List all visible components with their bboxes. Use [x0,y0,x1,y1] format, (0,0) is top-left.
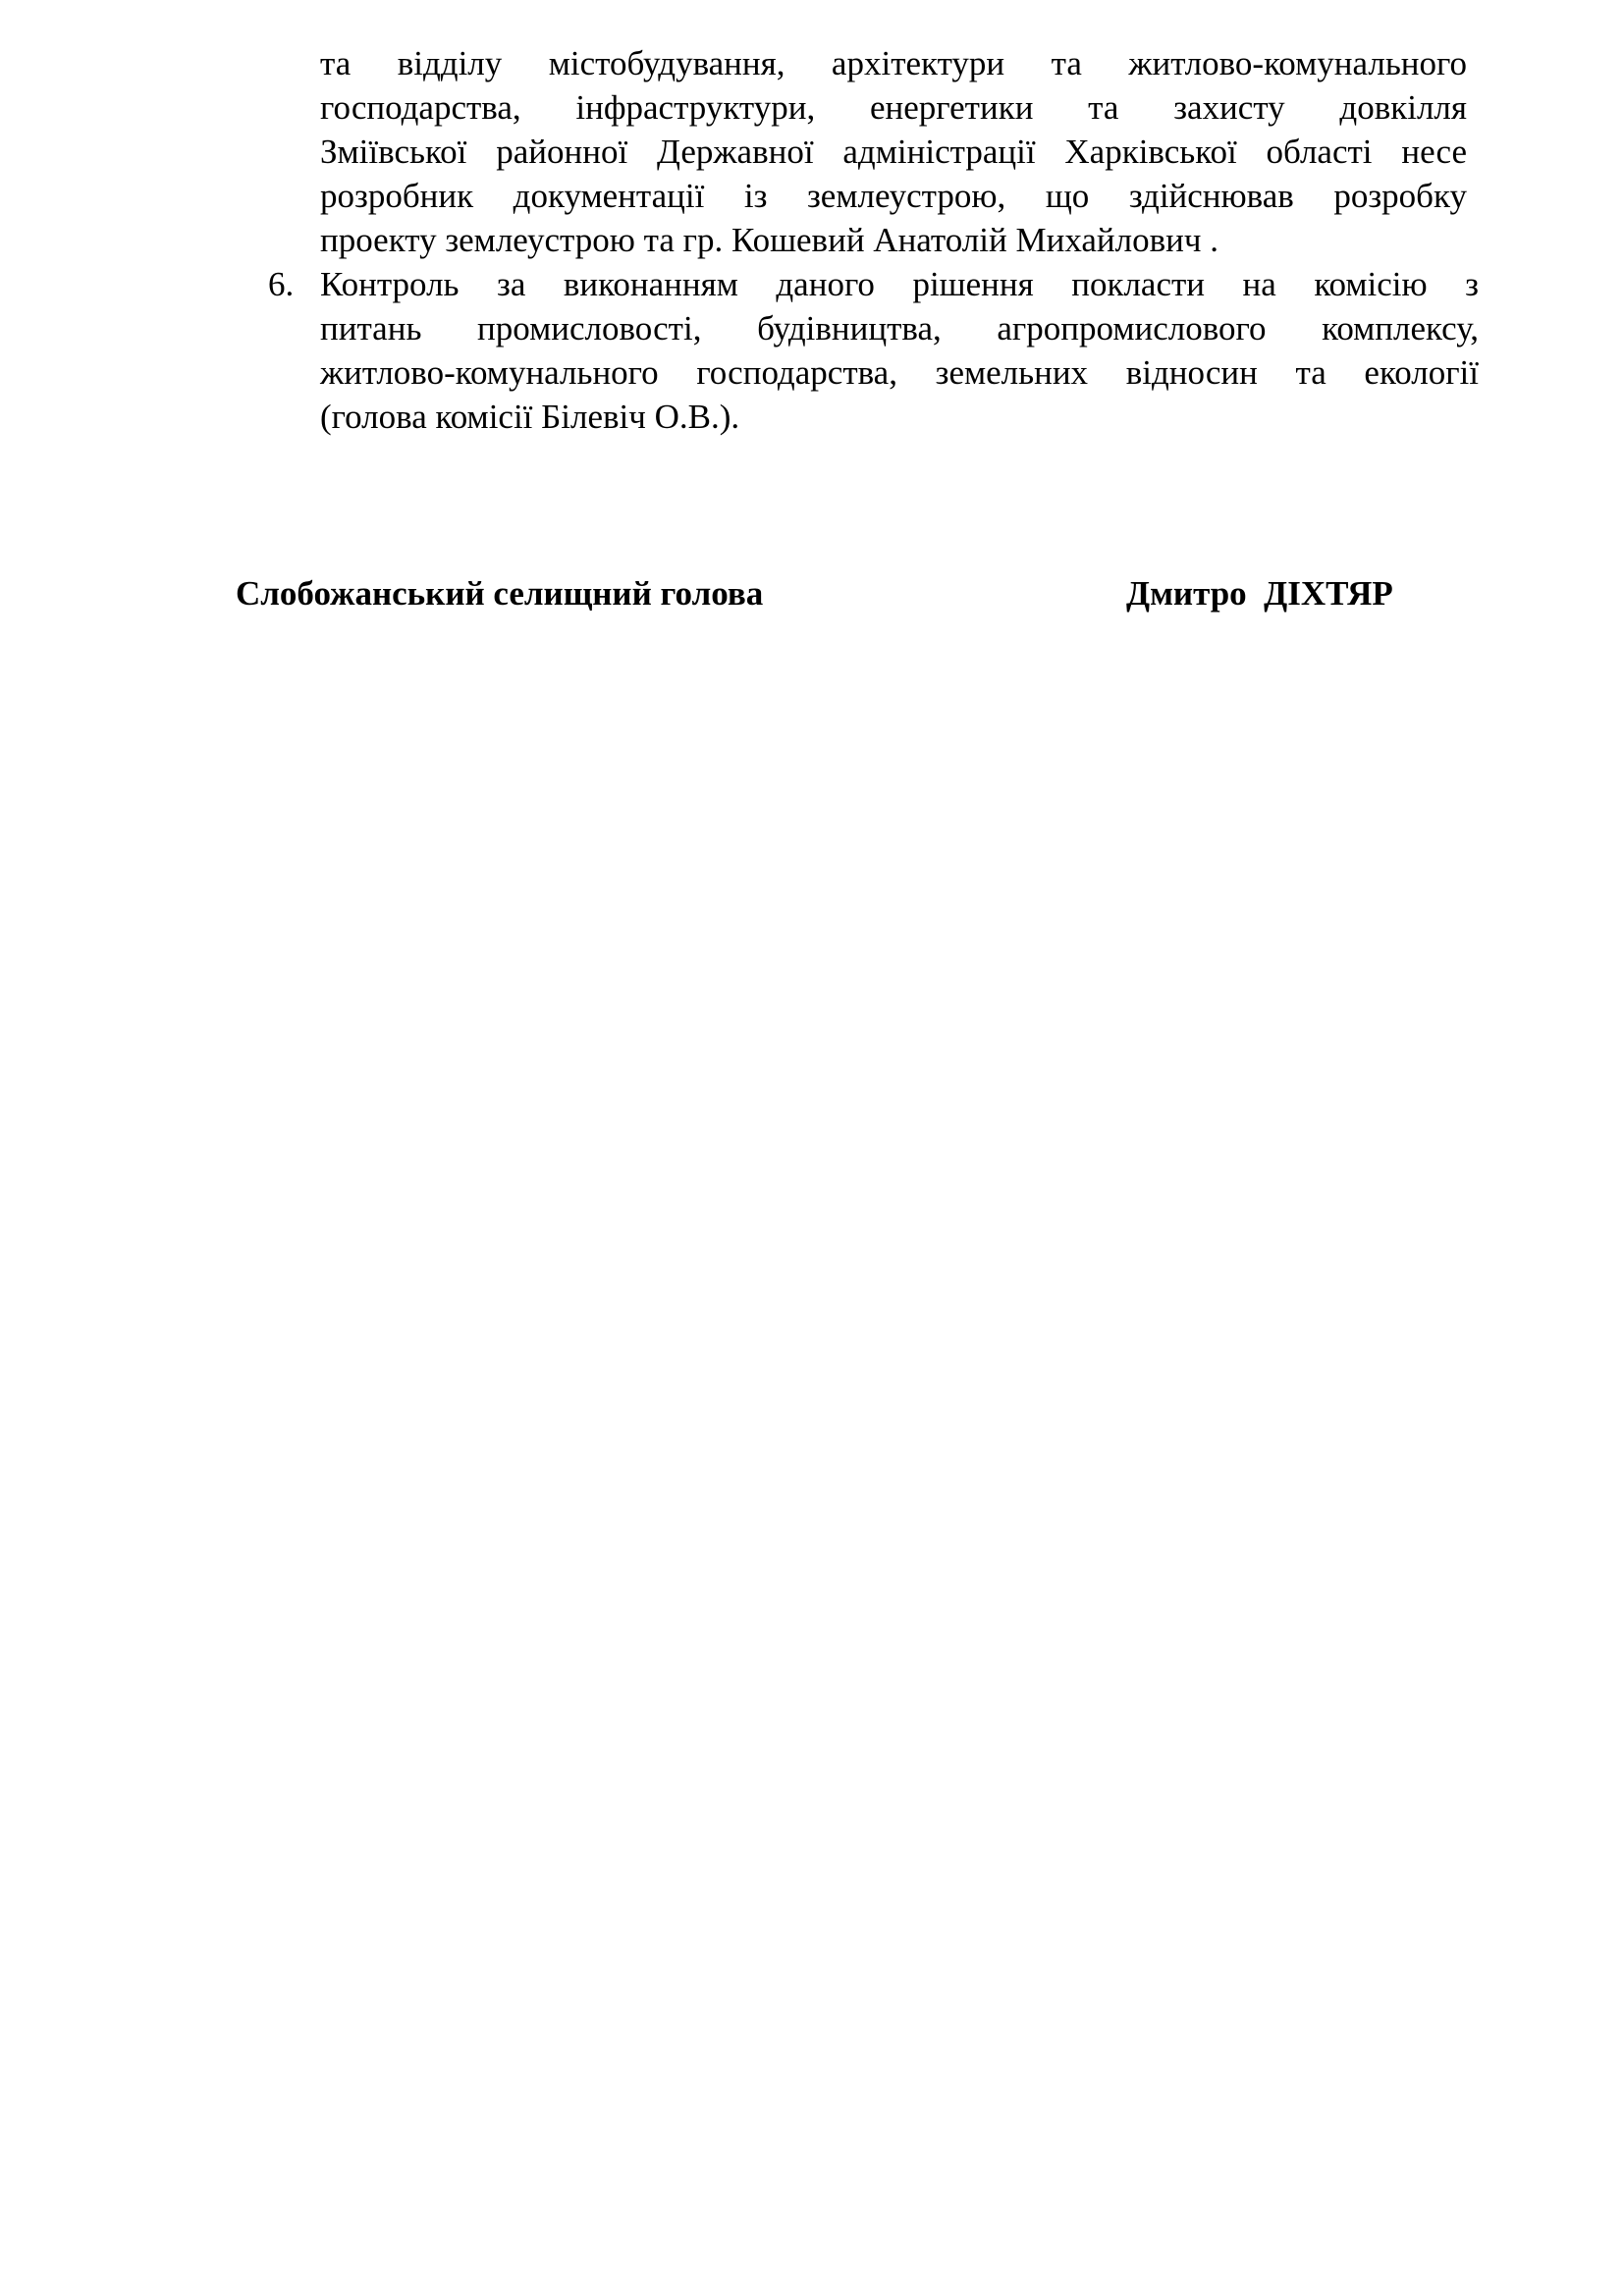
paragraph-line: та відділу містобудування, архітектури та житлово-комунального [320,44,1467,82]
paragraph-line: житлово-комунального господарства, земельних відносин та екології [320,353,1479,392]
continuation-paragraph [320,41,1467,262]
signatory-name: Дмитро ДІХТЯР [1126,574,1393,613]
paragraph-line: Контроль за виконанням даного рішення покласти на комісію з [320,265,1479,303]
paragraph-line: проекту землеустрою та гр. Кошевий Анатолій Михайлович . [320,221,1218,259]
paragraph-line: господарства, інфраструктури, енергетики та захисту довкілля [320,88,1467,127]
paragraph-line: Зміївської районної Державної адміністрації Харківської області несе [320,133,1467,171]
list-item-6-text [320,262,1479,439]
signatory-position: Слобожанський селищний голова [236,574,764,613]
paragraph-line: (голова комісії Білевіч О.В.). [320,398,740,436]
paragraph-line: розробник документації із землеустрою, що здійснював розробку [320,177,1467,215]
list-item-number: 6. [268,265,295,303]
paragraph-line: питань промисловості, будівництва, агропромислового комплексу, [320,309,1479,347]
